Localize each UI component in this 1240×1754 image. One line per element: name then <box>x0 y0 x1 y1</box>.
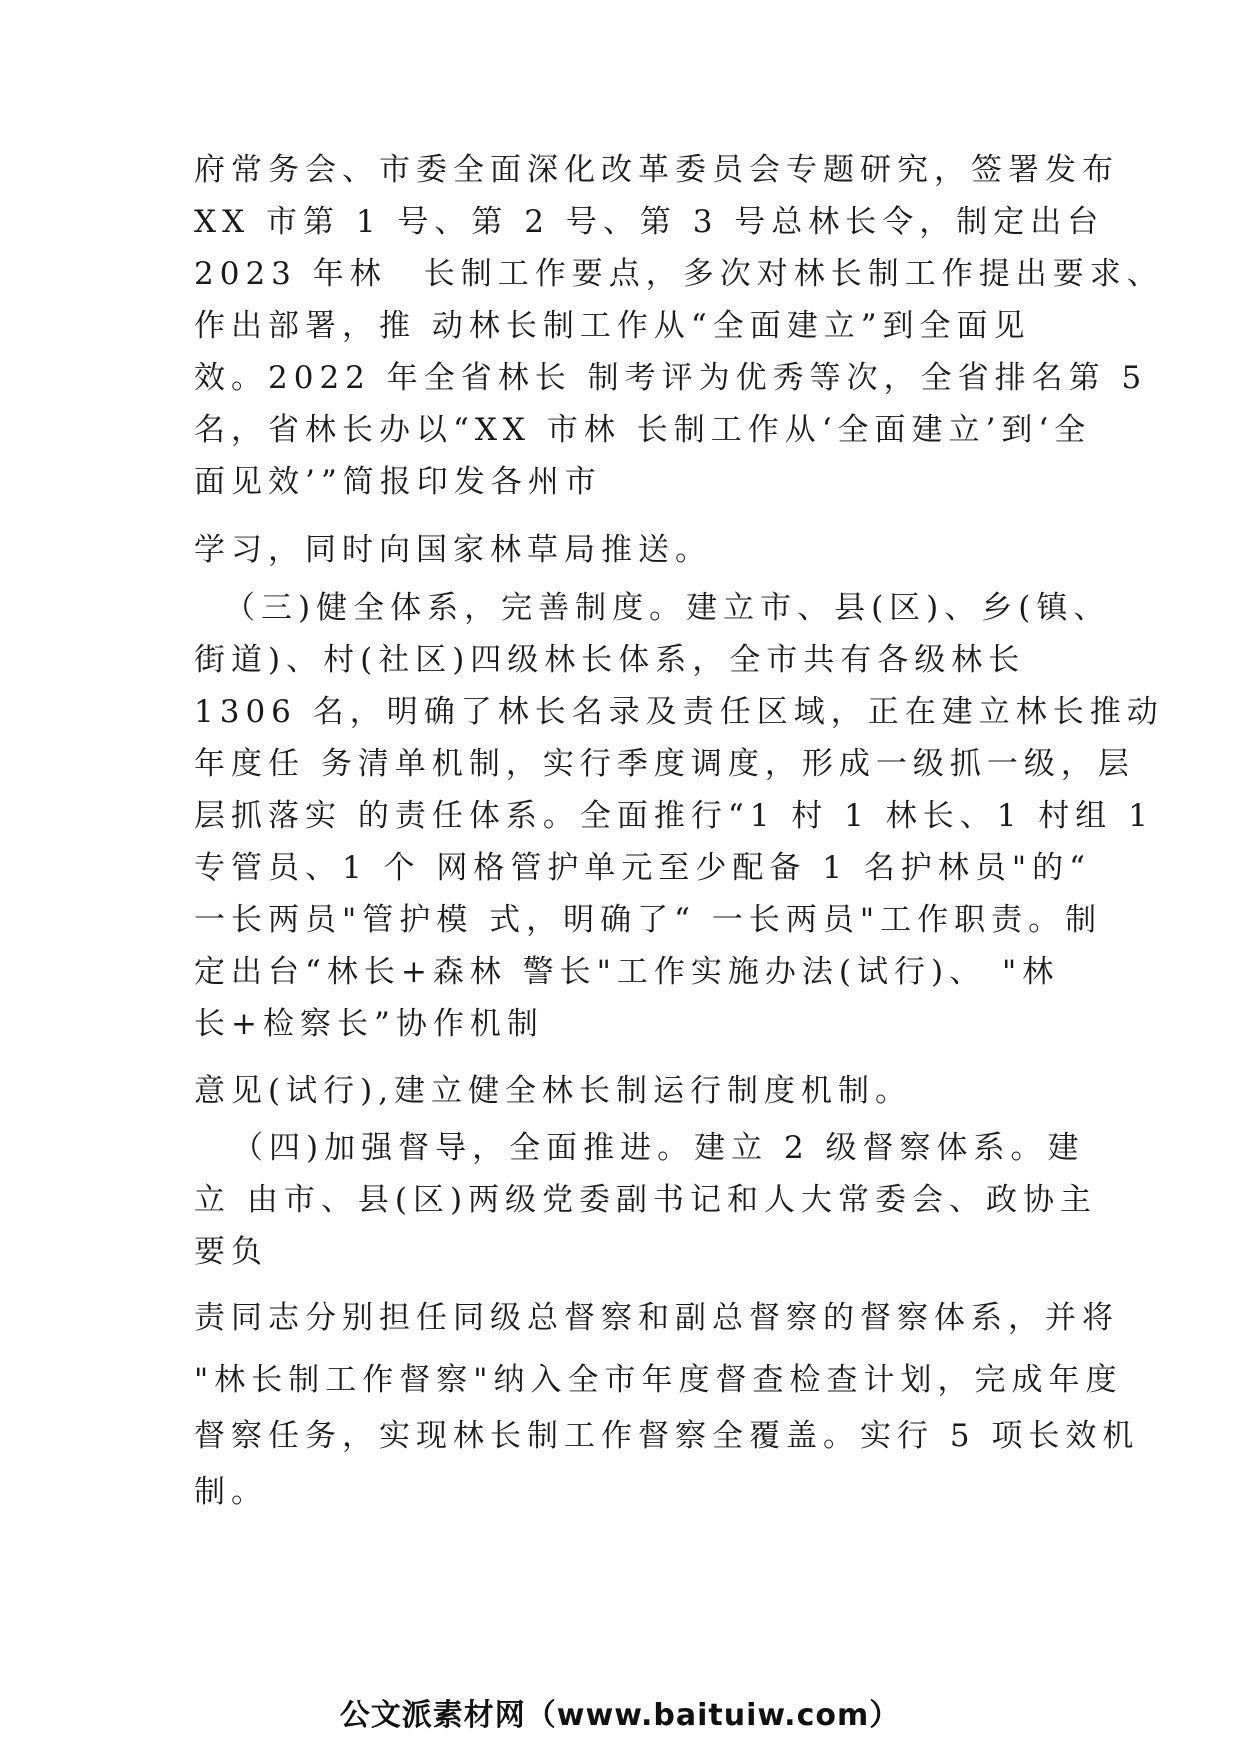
text-line: 专管员、1 个 网格管护单元至少配备 1 名护林员"的“ <box>194 850 1091 886</box>
text-line: 一长两员"管护模 式，明确了“ 一长两员"工作职责。制 <box>194 902 1103 938</box>
text-line: 层抓落实 的责任体系。全面推行“1 村 1 林长、1 村组 1 <box>194 798 1154 834</box>
text-line: 要负 <box>194 1234 268 1270</box>
text-line: 名，省林长办以“XX 市林 长制工作从‘全面建立’到‘全 <box>194 412 1092 448</box>
text-line: 效。2022 年全省林长 制考评为优秀等次，全省排名第 5 <box>194 360 1148 396</box>
text-line: 学习，同时向国家林草局推送。 <box>194 532 712 568</box>
text-line: 街道)、村(社区)四级林长体系，全市共有各级林长 <box>194 642 1026 678</box>
text-line: 年度任 务清单机制，实行季度调度，形成一级抓一级，层 <box>194 746 1135 782</box>
text-line: 1306 名，明确了林长名录及责任区域，正在建立林长推动 <box>194 694 1164 730</box>
text-line: 作出部署，推 动林长制工作从“全面建立”到全面见 <box>194 308 1031 344</box>
text-line: 立 由市、县(区)两级党委副书记和人大常委会、政协主 <box>194 1182 1098 1218</box>
text-line: 意见(试行),建立健全林长制运行制度机制。 <box>194 1073 913 1109</box>
text-line: 长+检察长”协作机制 <box>194 1006 544 1042</box>
text-line: "林长制工作督察"纳入全市年度督查检查计划，完成年度 <box>194 1362 1123 1398</box>
section-heading-4: （四)加强督导，全面推进。建立 2 级督察体系。建 <box>232 1130 1085 1166</box>
text-line: 2023 年林 长制工作要点，多次对林长制工作提出要求、 <box>194 256 1164 292</box>
section-heading-3: （三)健全体系，完善制度。建立市、县(区)、乡(镇、 <box>224 590 1111 626</box>
text-line: XX 市第 1 号、第 2 号、第 3 号总林长令，制定出台 <box>194 204 1105 240</box>
text-line: 定出台“林长+森林 警长"工作实施办法(试行)、 "林 <box>194 954 1060 990</box>
text-line: 府常务会、市委全面深化改革委员会专题研究，签署发布 <box>194 152 1119 188</box>
text-line: 责同志分别担任同级总督察和副总督察的督察体系，并将 <box>194 1300 1119 1336</box>
text-line: 制。 <box>194 1474 268 1510</box>
text-line: 面见效’”简报印发各州市 <box>194 464 602 500</box>
footer-watermark: 公文派素材网（www.baituiw.com） <box>339 1698 901 1733</box>
text-line: 督察任务，实现林长制工作督察全覆盖。实行 5 项长效机 <box>194 1418 1140 1454</box>
